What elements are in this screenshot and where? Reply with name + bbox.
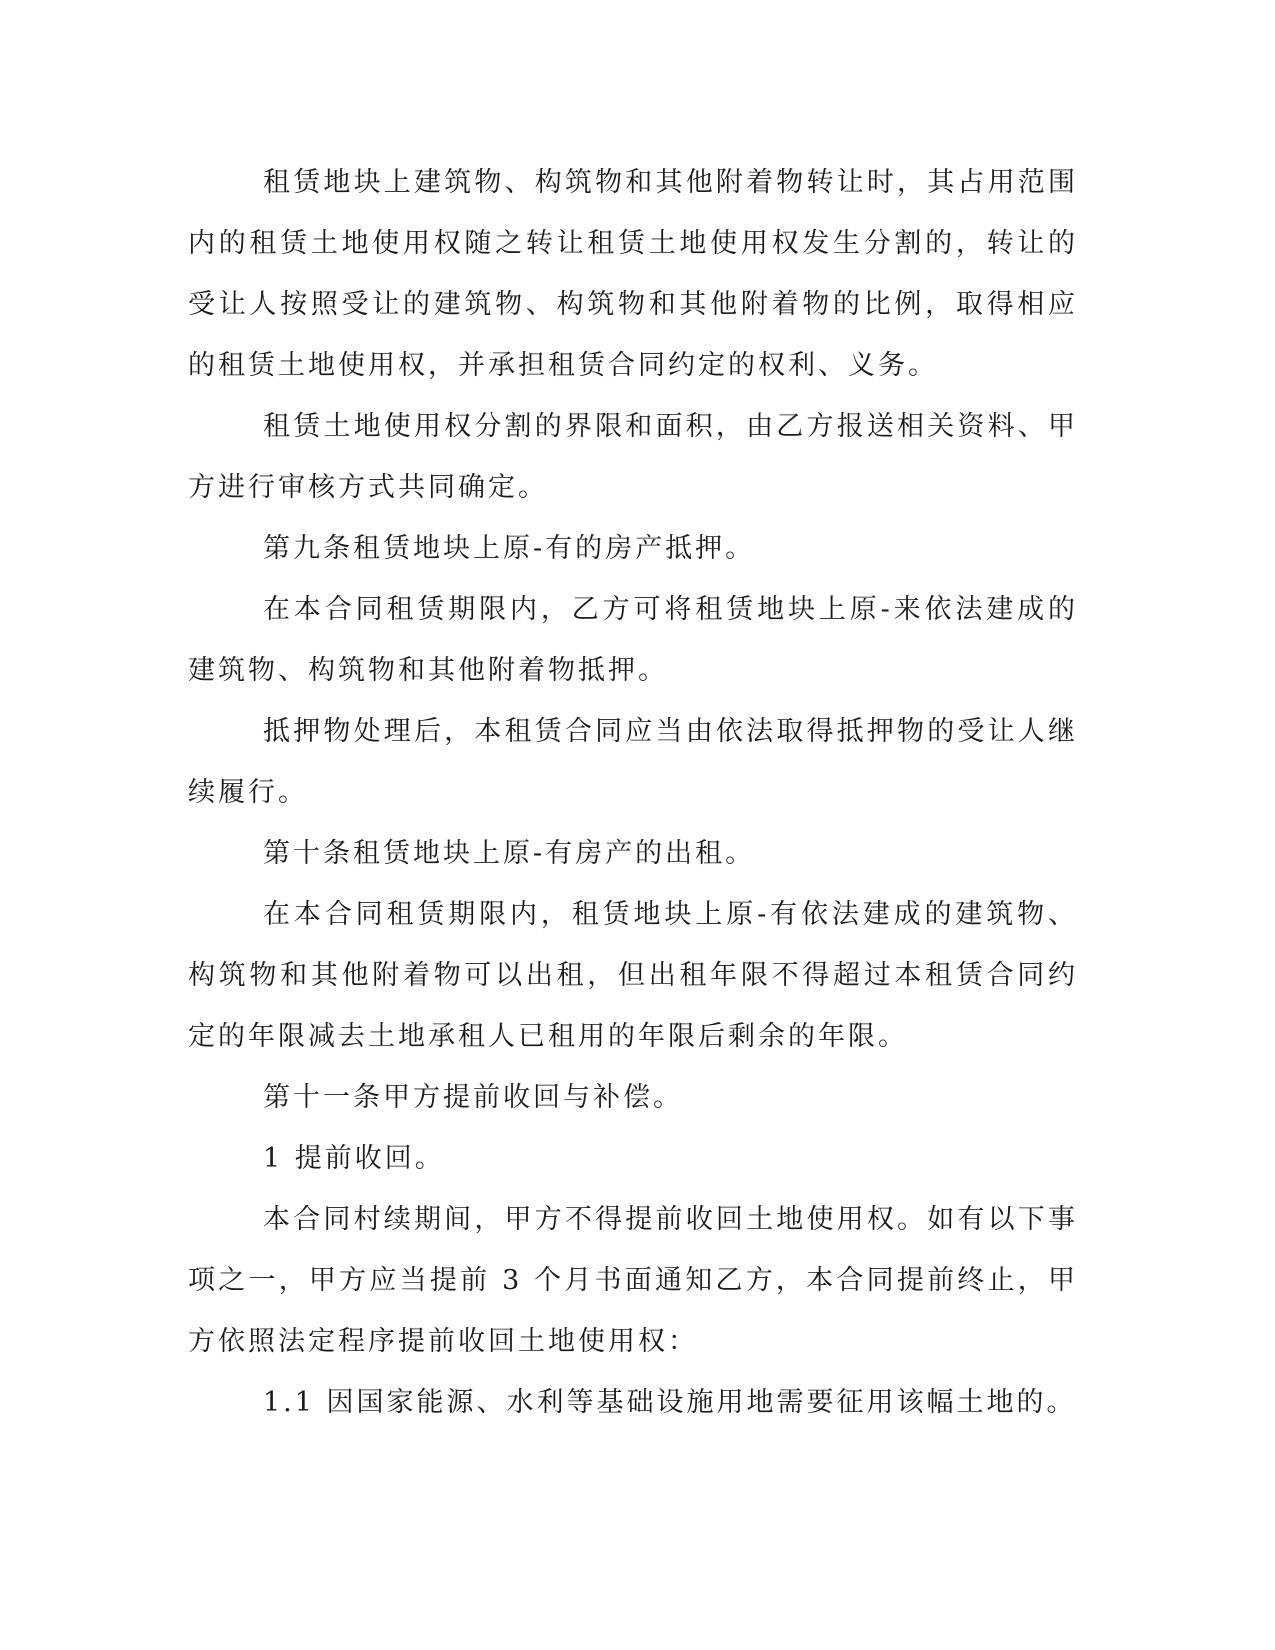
article-10-heading: 第十条租赁地块上原-有房产的出租。 (263, 838, 756, 869)
document-body (188, 152, 1078, 1433)
article-11-heading: 第十一条甲方提前收回与补偿。 (263, 1082, 683, 1113)
paragraph-mortgage-disposal: 抵押物处理后，本租赁合同应当由依法取得抵押物的受让人继续履行。 (188, 716, 1078, 808)
article-9-heading: 第九条租赁地块上原-有的房产抵押。 (263, 533, 756, 564)
paragraph-early-recovery: 本合同村续期间，甲方不得提前收回土地使用权。如有以下事项之一，甲方应当提前 3 个月书面通知乙方，本合同提前终止，甲方依照法定程序提前收回土地使用权： (188, 1204, 1078, 1357)
paragraph-lease-out: 在本合同租赁期限内，租赁地块上原-有依法建成的建筑物、构筑物和其他附着物可以出租，但出租年限不得超过本租赁合同约定的年限减去土地承租人已租用的年限后剩余的年限。 (188, 899, 1078, 1052)
paragraph-transfer-of-buildings: 租赁地块上建筑物、构筑物和其他附着物转让时，其占用范围内的租赁土地使用权随之转让租赁土地使用权发生分割的，转让的受让人按照受让的建筑物、构筑物和其他附着物的比例，取得相应的租赁土地使用权，并承担租赁合同约定的权利、义务。 (188, 167, 1078, 381)
paragraph-mortgage-right: 在本合同租赁期限内，乙方可将租赁地块上原-来依法建成的建筑物、构筑物和其他附着物抵押。 (188, 594, 1078, 686)
paragraph-division-boundary: 租赁土地使用权分割的界限和面积，由乙方报送相关资料、甲方进行审核方式共同确定。 (188, 411, 1078, 503)
clause-1-heading: 1 提前收回。 (263, 1143, 445, 1174)
clause-1-1: 1.1 因国家能源、水利等基础设施用地需要征用该幅土地的。 (263, 1387, 1077, 1418)
